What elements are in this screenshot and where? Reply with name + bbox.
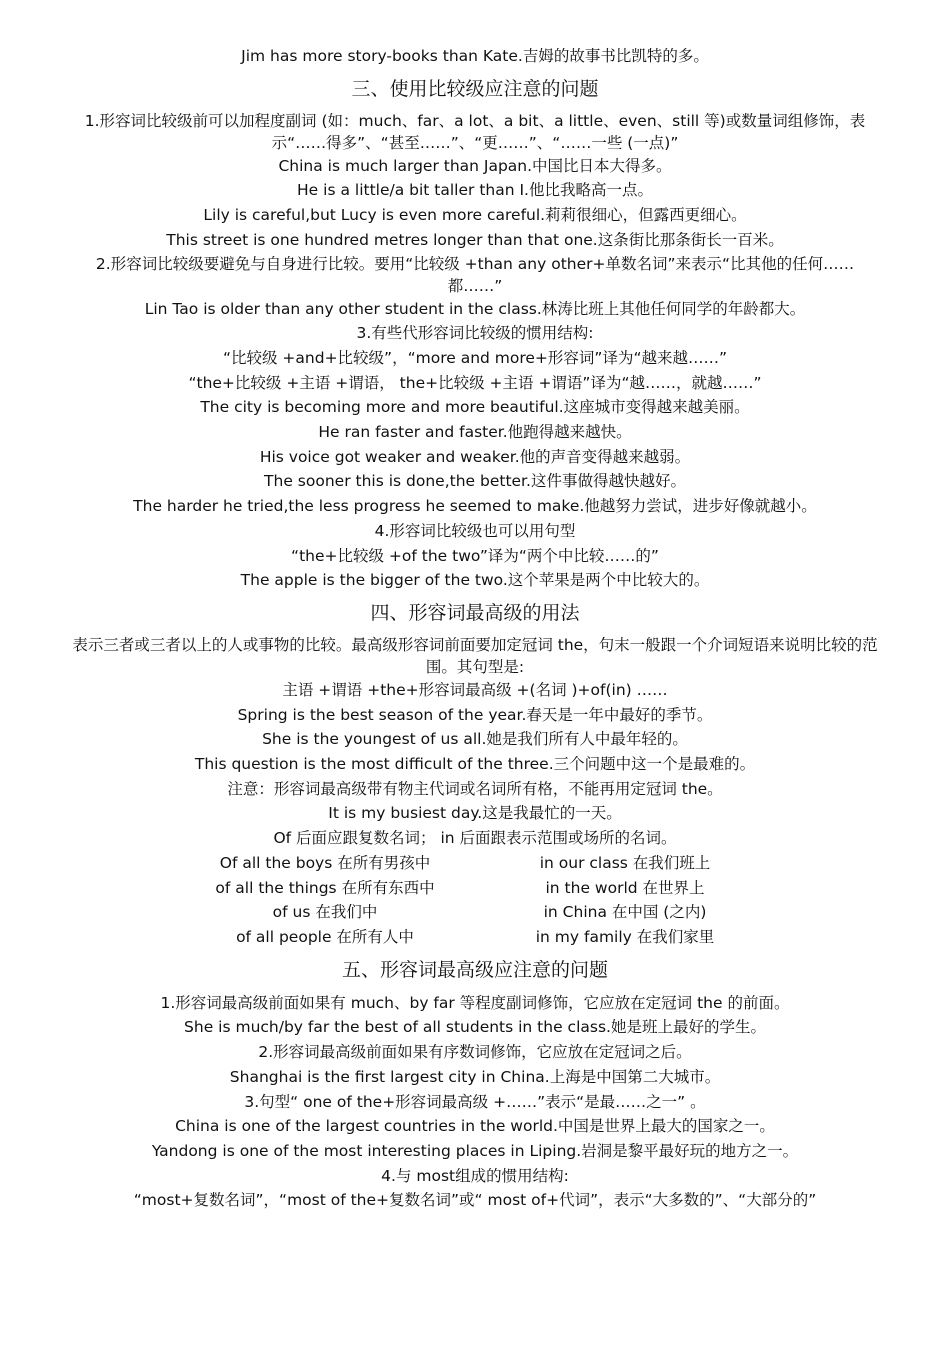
document-page bbox=[0, 44, 950, 1213]
example-sentence: He is a little/a bit taller than I.他比我略高一点。 bbox=[297, 181, 653, 200]
rule-line: Of 后面应跟复数名词； in 后面跟表示范围或场所的名词。 bbox=[273, 829, 677, 848]
example-sentence: The apple is the bigger of the two.这个苹果是两个中比较大的。 bbox=[240, 571, 710, 590]
rule-line: 主语 +谓语 +the+形容词最高级 +(名词 )+of(in) …… bbox=[282, 680, 668, 699]
example-sentence: The sooner this is done,the better.这件事做得越快越好。 bbox=[264, 472, 686, 491]
phrase-in: in my family 在我们家里 bbox=[535, 927, 715, 946]
example-sentence: She is the youngest of us all.她是我们所有人中最年轻的。 bbox=[262, 730, 688, 749]
note-line: 注意：形容词最高级带有物主代词或名词所有格，不能再用定冠词 the。 bbox=[227, 779, 723, 798]
rule-line: “比较级 +and+比较级”，“more and more+形容词”译为“越来越……” bbox=[222, 348, 728, 367]
example-sentence: The harder he tried,the less progress he seemed to make.他越努力尝试，进步好像就越小。 bbox=[133, 497, 817, 516]
example-sentence: Yandong is one of the most interesting places in Liping.岩洞是黎平最好玩的地方之一。 bbox=[151, 1141, 799, 1160]
example-sentence: Spring is the best season of the year.春天是一年中最好的季节。 bbox=[237, 705, 713, 724]
paragraph: 2.形容词比较级要避免与自身进行比较。要用“比较级 +than any other+单数名词”来表示“比其他的任何……都……” bbox=[95, 254, 855, 295]
rule-line: 3.句型“ one of the+形容词最高级 +……”表示“是最……之一” 。 bbox=[244, 1092, 706, 1111]
phrase-grid bbox=[175, 851, 775, 950]
phrase-in: in our class 在我们班上 bbox=[539, 853, 711, 872]
rule-line: “most+复数名词”，“most of the+复数名词”或“ most of+代词”，表示“大多数的”、“大部分的” bbox=[133, 1191, 817, 1210]
example-sentence: He ran faster and faster.他跑得越来越快。 bbox=[318, 423, 632, 442]
phrase-of: of us 在我们中 bbox=[272, 903, 378, 922]
phrase-of: of all the things 在所有东西中 bbox=[215, 878, 435, 897]
rule-line: 4.形容词比较级也可以用句型 bbox=[374, 521, 576, 540]
example-sentence: China is one of the largest countries in the world.中国是世界上最大的国家之一。 bbox=[175, 1117, 775, 1136]
example-sentence: This question is the most difficult of the three.三个问题中这一个是最难的。 bbox=[194, 755, 756, 774]
example-sentence: Lin Tao is older than any other student in the class.林涛比班上其他任何同学的年龄都大。 bbox=[144, 299, 806, 318]
text-line: Jim has more story-books than Kate.吉姆的故事书比凯特的多。 bbox=[241, 47, 709, 65]
example-sentence: China is much larger than Japan.中国比日本大得多。 bbox=[278, 156, 672, 175]
rule-line: 1.形容词最高级前面如果有 much、by far 等程度副词修饰，它应放在定冠词 the 的前面。 bbox=[160, 993, 790, 1012]
phrase-of: Of all the boys 在所有男孩中 bbox=[219, 853, 431, 872]
rule-line: 3.有些代形容词比较级的惯用结构: bbox=[356, 324, 594, 343]
rule-line: “the+比较级 +of the two”译为“两个中比较……的” bbox=[291, 546, 659, 565]
section-heading-5: 五、形容词最高级应注意的问题 bbox=[341, 958, 608, 981]
example-sentence: This street is one hundred metres longer than that one.这条街比那条街长一百米。 bbox=[166, 230, 784, 249]
phrase-in: in the world 在世界上 bbox=[545, 878, 705, 897]
phrase-grid-row bbox=[175, 925, 775, 950]
phrase-grid-row bbox=[175, 851, 775, 876]
phrase-grid-row bbox=[175, 900, 775, 925]
section-heading-4: 四、形容词最高级的用法 bbox=[370, 601, 580, 624]
rule-line: 4.与 most组成的惯用结构: bbox=[381, 1166, 569, 1185]
example-sentence: The city is becoming more and more beautiful.这座城市变得越来越美丽。 bbox=[200, 398, 750, 417]
example-sentence: His voice got weaker and weaker.他的声音变得越来越弱。 bbox=[259, 447, 691, 466]
phrase-grid-row bbox=[175, 876, 775, 901]
paragraph: 1.形容词比较级前可以加程度副词 (如：much、far、a lot、a bit、a little、even、still 等)或数量词组修饰，表示“……得多”、“甚至……”、“更……”、“……一些 (一点)” bbox=[84, 111, 866, 152]
rule-line: 2.形容词最高级前面如果有序数词修饰，它应放在定冠词之后。 bbox=[258, 1043, 692, 1062]
example-sentence: Shanghai is the first largest city in China.上海是中国第二大城市。 bbox=[229, 1067, 721, 1086]
rule-line: “the+比较级 +主语 +谓语， the+比较级 +主语 +谓语”译为“越……，就越……” bbox=[188, 373, 762, 392]
section-heading-3: 三、使用比较级应注意的问题 bbox=[351, 77, 599, 100]
paragraph: 表示三者或三者以上的人或事物的比较。最高级形容词前面要加定冠词 the，句末一般跟一个介词短语来说明比较的范围。其句型是: bbox=[72, 635, 878, 676]
example-sentence: It is my busiest day.这是我最忙的一天。 bbox=[328, 804, 622, 823]
phrase-in: in China 在中国 (之内) bbox=[543, 903, 707, 922]
example-sentence: Lily is careful,but Lucy is even more careful.莉莉很细心，但露西更细心。 bbox=[203, 206, 747, 225]
phrase-of: of all people 在所有人中 bbox=[236, 927, 414, 946]
example-sentence: She is much/by far the best of all students in the class.她是班上最好的学生。 bbox=[184, 1018, 766, 1037]
